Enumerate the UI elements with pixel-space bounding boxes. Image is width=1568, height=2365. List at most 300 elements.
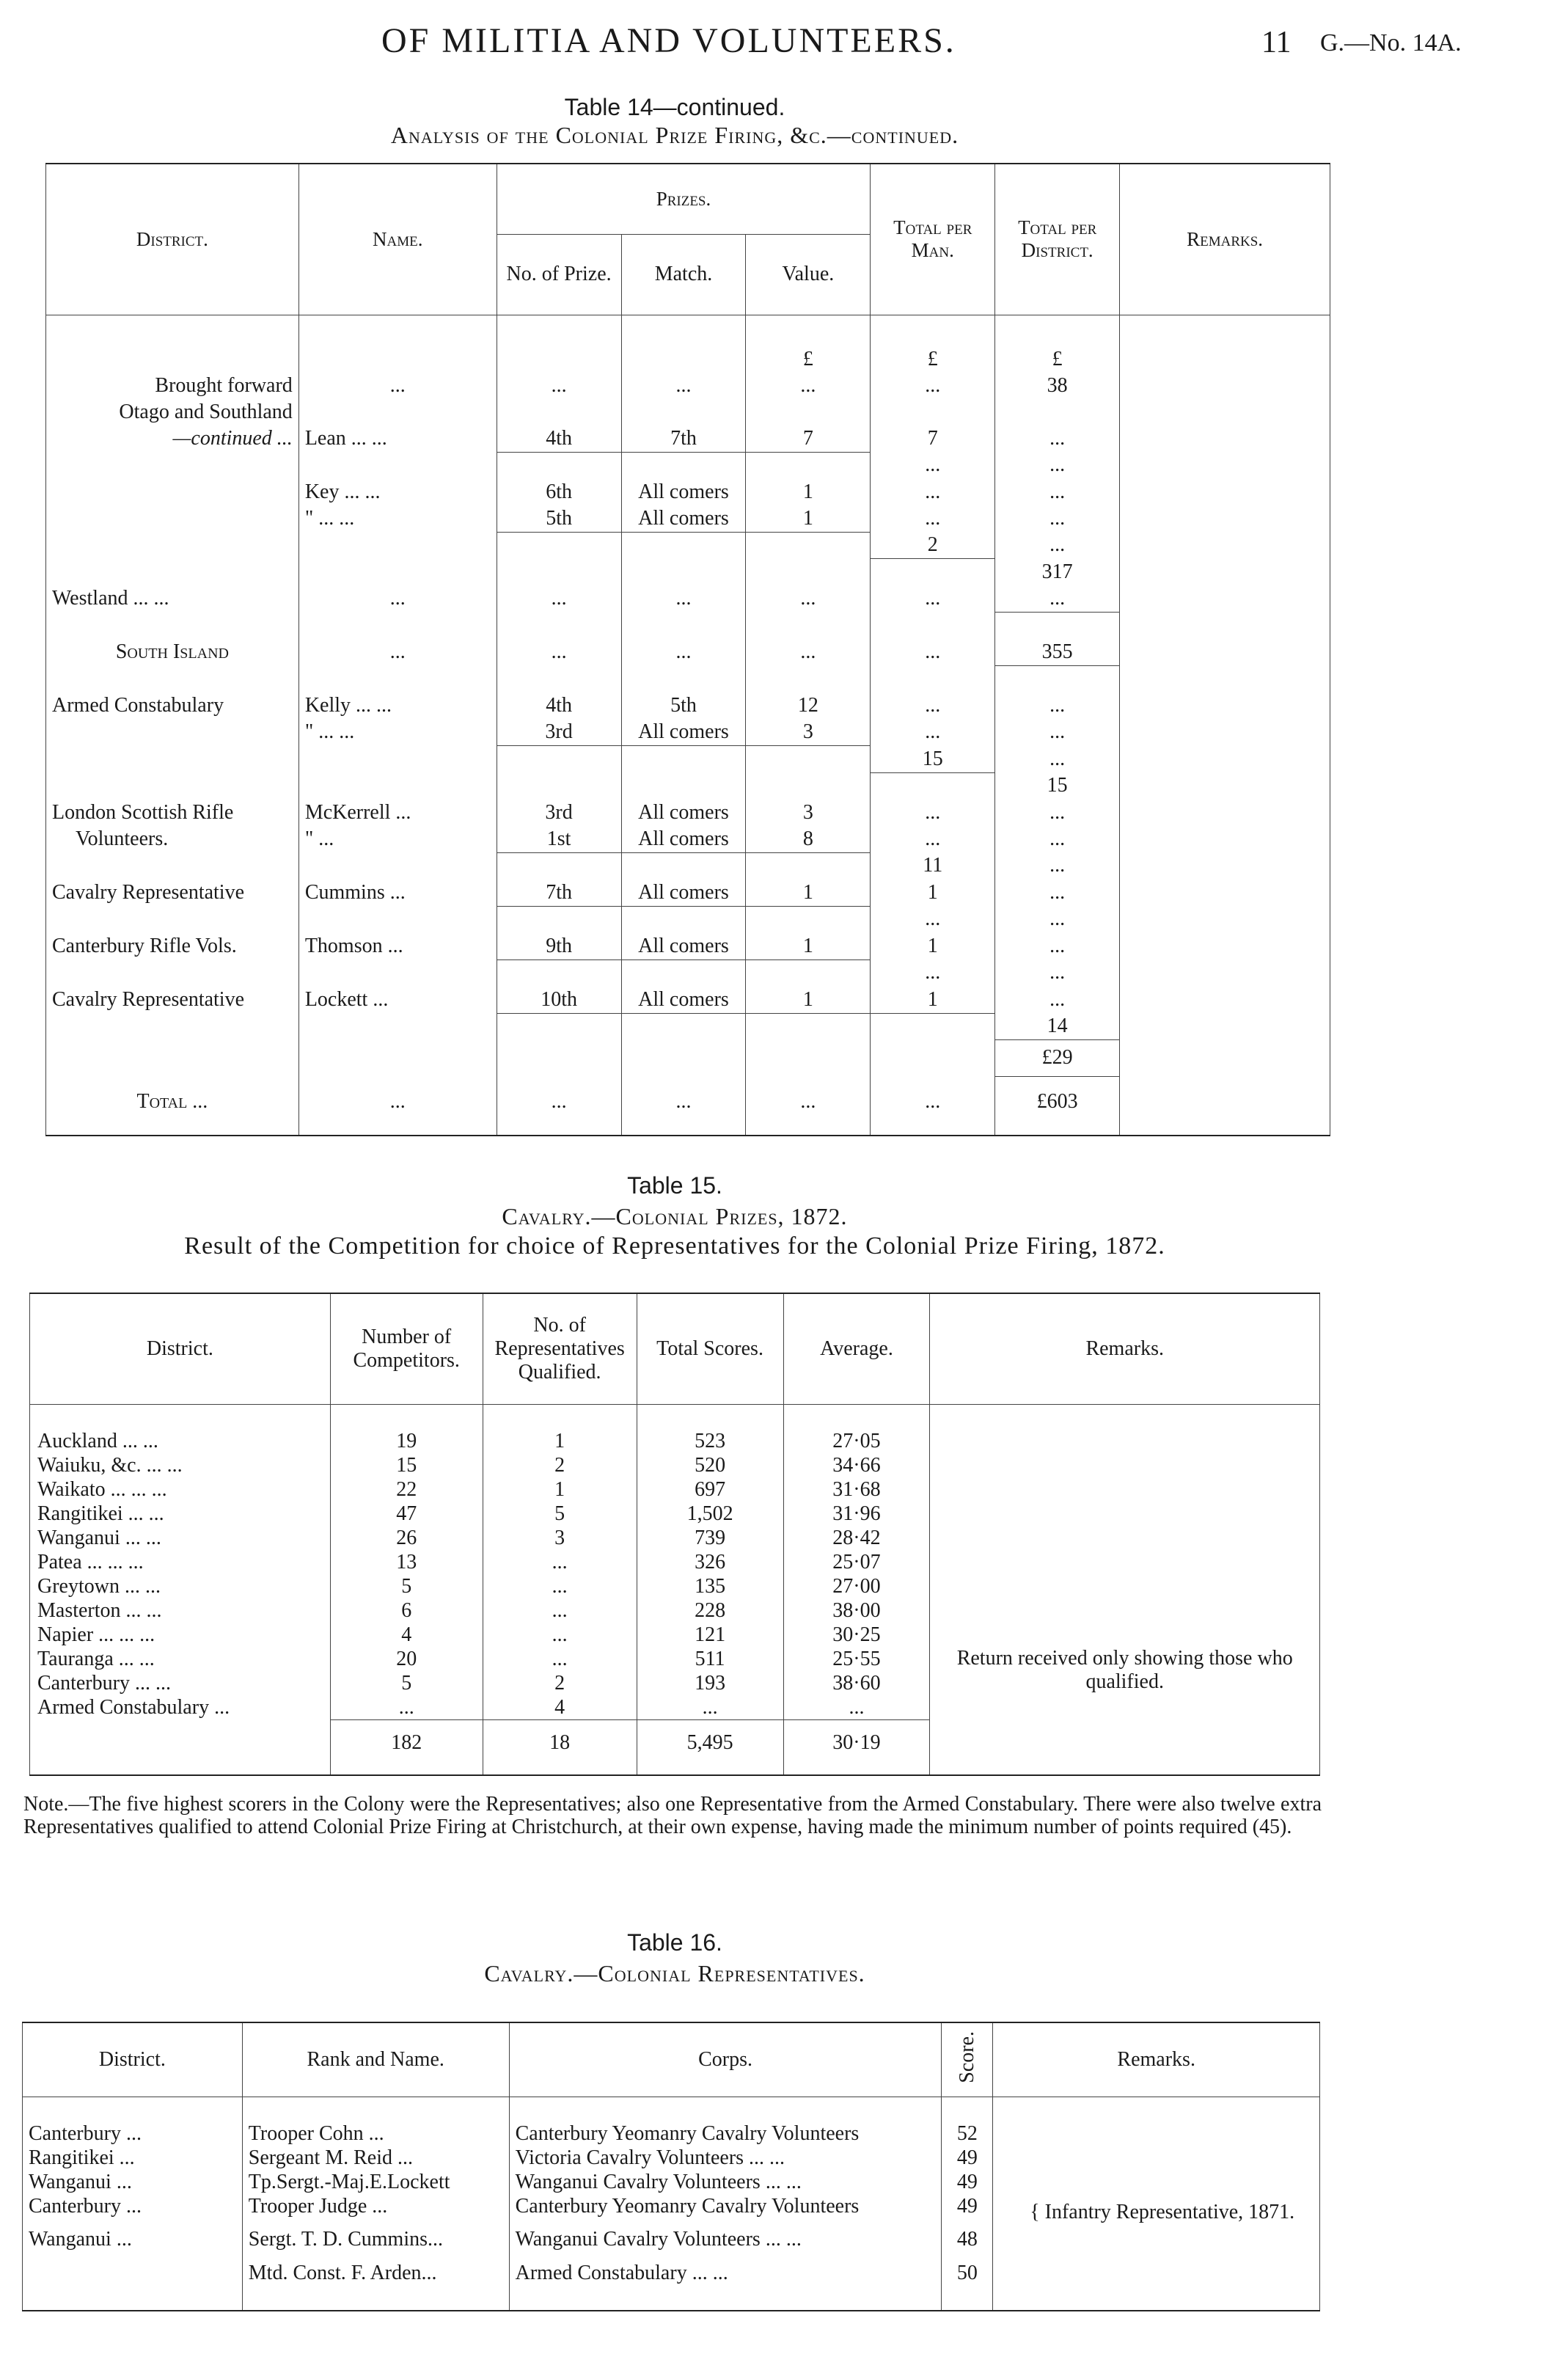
cell-name	[298, 399, 497, 425]
cell-scores: 1,502	[637, 1502, 783, 1526]
table-row	[46, 452, 1330, 479]
cell-scores: 135	[637, 1574, 783, 1598]
cell-total-district: 317	[995, 559, 1120, 586]
cell-no-prize	[497, 852, 621, 880]
cell-district: Greytown ... ...	[30, 1574, 331, 1598]
table-row	[46, 666, 1330, 693]
cell-total-district: ...	[995, 933, 1120, 960]
cell-average: 27·00	[783, 1574, 930, 1598]
cell-total-district: ...	[995, 425, 1120, 453]
cell-scores: 511	[637, 1647, 783, 1671]
cell-no-prize	[497, 346, 621, 373]
cell-total-man: ...	[871, 585, 995, 613]
cell-scores: 520	[637, 1453, 783, 1477]
cell-match: All comers	[621, 933, 746, 960]
table-row	[46, 613, 1330, 640]
cell-district: Canterbury Rifle Vols.	[46, 933, 299, 960]
t16-header-score-label: Score.	[955, 2030, 978, 2083]
cell-total-man: ...	[871, 800, 995, 826]
cell-competitors: 5	[330, 1671, 483, 1695]
cell-district	[46, 959, 299, 987]
page-title: OF MILITIA AND VOLUNTEERS.	[381, 21, 956, 60]
t14-header-total-man: Total per Man.	[871, 164, 995, 315]
cell-qualified: 1	[483, 1477, 637, 1502]
cell-total-district: ...	[995, 719, 1120, 746]
t16-caption-number: Table 16.	[627, 1929, 722, 1956]
cell-rank-name: Trooper Cohn ...	[242, 2121, 509, 2146]
cell-total-man: £	[871, 346, 995, 373]
cell-total-man: ...	[871, 959, 995, 987]
cell-no-prize: 4th	[497, 692, 621, 719]
cell-district	[46, 479, 299, 505]
cell-no-prize: 3rd	[497, 800, 621, 826]
cell-district: —continued ...	[46, 425, 299, 453]
cell-total-district	[995, 666, 1120, 693]
t15-caption-title: Cavalry.—Colonial Prizes, 1872.	[502, 1203, 848, 1229]
t15-caption-subtitle: Result of the Competition for choice of Representatives for the Colonial Prize Firing, 1872.	[184, 1232, 1165, 1260]
cell-no-prize	[497, 959, 621, 987]
cell-total-district: ...	[995, 479, 1120, 505]
cell-district	[46, 666, 299, 693]
t15-header-competitors: Number of Competitors.	[330, 1293, 483, 1405]
cell-district: Waiuku, &c. ... ...	[30, 1453, 331, 1477]
cell-remarks	[1120, 585, 1330, 613]
cell-no-prize	[497, 1013, 621, 1040]
table-row	[46, 880, 1330, 907]
cell-no-prize	[497, 452, 621, 479]
t15-header-qualified: No. of Representatives Qualified.	[483, 1293, 637, 1405]
cell-district	[46, 452, 299, 479]
cell-remarks	[1120, 639, 1330, 666]
cell-no-prize: 9th	[497, 933, 621, 960]
cell-competitors: 5	[330, 1574, 483, 1598]
cell-match: ...	[621, 373, 746, 399]
cell-match	[621, 613, 746, 640]
cell-district: Rangitikei ...	[23, 2146, 243, 2170]
cell-name	[298, 666, 497, 693]
cell-remarks	[1120, 692, 1330, 719]
cell-district: Total ...	[46, 1077, 299, 1136]
cell-district	[46, 772, 299, 800]
cell-match: All comers	[621, 800, 746, 826]
cell-no-prize: ...	[497, 585, 621, 613]
cell-value	[746, 959, 871, 987]
cell-competitors: 182	[330, 1720, 483, 1776]
table-row	[46, 959, 1330, 987]
cell-total-district: ...	[995, 505, 1120, 533]
t16-header-corps: Corps.	[509, 2022, 942, 2097]
cell-name: Lockett ...	[298, 987, 497, 1014]
cell-district: Masterton ... ...	[30, 1598, 331, 1623]
cell-match	[621, 452, 746, 479]
cell-remarks	[1120, 826, 1330, 853]
cell-match	[621, 959, 746, 987]
cell-match: All comers	[621, 505, 746, 533]
table-row	[46, 479, 1330, 505]
cell-total-man: 1	[871, 933, 995, 960]
t14-header-value: Value.	[746, 234, 871, 315]
table-row	[46, 800, 1330, 826]
cell-scores: 739	[637, 1526, 783, 1550]
cell-qualified: ...	[483, 1623, 637, 1647]
cell-name	[298, 772, 497, 800]
cell-value: 1	[746, 505, 871, 533]
cell-district: Brought forward	[46, 373, 299, 399]
cell-remarks	[1120, 880, 1330, 907]
cell-rank-name: Trooper Judge ...	[242, 2194, 509, 2218]
cell-value: 12	[746, 692, 871, 719]
cell-value: 1	[746, 933, 871, 960]
cell-average: 30·19	[783, 1720, 930, 1776]
cell-value	[746, 906, 871, 933]
cell-district: Westland ... ...	[46, 585, 299, 613]
t16-header-district: District.	[23, 2022, 243, 2097]
cell-total-man	[871, 1013, 995, 1040]
cell-value	[746, 613, 871, 640]
cell-total-man: 1	[871, 880, 995, 907]
cell-average: 25·55	[783, 1647, 930, 1671]
cell-district: Waikato ... ... ...	[30, 1477, 331, 1502]
table-row	[46, 746, 1330, 773]
cell-district	[46, 1040, 299, 1077]
table-row	[46, 559, 1330, 586]
cell-corps: Victoria Cavalry Volunteers ... ...	[509, 2146, 942, 2170]
cell-rank-name: Mtd. Const. F. Arden...	[242, 2252, 509, 2286]
cell-name	[298, 613, 497, 640]
table-row	[46, 532, 1330, 559]
cell-district	[46, 1013, 299, 1040]
cell-name: " ...	[298, 826, 497, 853]
cell-competitors: 6	[330, 1598, 483, 1623]
cell-district: Armed Constabulary ...	[30, 1695, 331, 1720]
page-header	[0, 15, 1568, 66]
cell-total-man: ...	[871, 906, 995, 933]
table-row	[46, 772, 1330, 800]
table-row	[46, 826, 1330, 853]
table-row	[46, 346, 1330, 373]
cell-value: 3	[746, 719, 871, 746]
cell-competitors: 4	[330, 1623, 483, 1647]
cell-no-prize	[497, 1040, 621, 1077]
cell-total-man	[871, 559, 995, 586]
cell-name	[298, 452, 497, 479]
cell-total-man: 7	[871, 425, 995, 453]
cell-remarks	[1120, 613, 1330, 640]
t14-caption-number: Table 14—continued.	[564, 94, 785, 120]
cell-no-prize	[497, 746, 621, 773]
cell-rank-name: Tp.Sergt.-Maj.E.Lockett	[242, 2170, 509, 2194]
cell-average: 30·25	[783, 1623, 930, 1647]
cell-total-man: 11	[871, 852, 995, 880]
cell-remarks	[1120, 906, 1330, 933]
cell-remarks	[1120, 719, 1330, 746]
cell-average: 38·00	[783, 1598, 930, 1623]
cell-match: All comers	[621, 719, 746, 746]
t14-header-district: District.	[46, 164, 299, 315]
cell-no-prize: 6th	[497, 479, 621, 505]
cell-total-man	[871, 1040, 995, 1077]
cell-name: Key ... ...	[298, 479, 497, 505]
table-row	[46, 852, 1330, 880]
cell-average: 31·96	[783, 1502, 930, 1526]
cell-competitors: 20	[330, 1647, 483, 1671]
cell-qualified: ...	[483, 1574, 637, 1598]
cell-name	[298, 346, 497, 373]
cell-match	[621, 559, 746, 586]
cell-district	[46, 559, 299, 586]
cell-no-prize: ...	[497, 1077, 621, 1136]
cell-scores: 523	[637, 1429, 783, 1453]
cell-match: ...	[621, 585, 746, 613]
cell-name	[298, 852, 497, 880]
cell-remarks	[1120, 1013, 1330, 1040]
cell-match	[621, 532, 746, 559]
cell-remarks	[1120, 987, 1330, 1014]
cell-total-district: ...	[995, 585, 1120, 613]
cell-total-district: £	[995, 346, 1120, 373]
cell-name	[298, 1013, 497, 1040]
cell-no-prize: 4th	[497, 425, 621, 453]
cell-value	[746, 1040, 871, 1077]
cell-value: ...	[746, 585, 871, 613]
cell-district	[46, 346, 299, 373]
cell-remarks	[1120, 399, 1330, 425]
table-14	[45, 163, 1330, 1136]
cell-total-man: ...	[871, 826, 995, 853]
cell-value: ...	[746, 1077, 871, 1136]
cell-qualified: 4	[483, 1695, 637, 1720]
cell-average: 28·42	[783, 1526, 930, 1550]
cell-district: London Scottish Rifle	[46, 800, 299, 826]
cell-total-man: 2	[871, 532, 995, 559]
cell-total-district: £603	[995, 1077, 1120, 1136]
cell-corps: Wanganui Cavalry Volunteers ... ...	[509, 2170, 942, 2194]
cell-match	[621, 666, 746, 693]
cell-value	[746, 399, 871, 425]
cell-total-district: ...	[995, 692, 1120, 719]
cell-remarks	[1120, 800, 1330, 826]
cell-name	[298, 906, 497, 933]
table-row	[46, 933, 1330, 960]
cell-district	[46, 746, 299, 773]
cell-average: 38·60	[783, 1671, 930, 1695]
t15-header-scores: Total Scores.	[637, 1293, 783, 1405]
cell-name: Thomson ...	[298, 933, 497, 960]
cell-value: 8	[746, 826, 871, 853]
cell-scores: 326	[637, 1550, 783, 1574]
cell-no-prize: 7th	[497, 880, 621, 907]
cell-corps: Armed Constabulary ... ...	[509, 2252, 942, 2286]
cell-total-man: 1	[871, 987, 995, 1014]
cell-remarks	[1120, 746, 1330, 773]
cell-average: 34·66	[783, 1453, 930, 1477]
cell-match	[621, 852, 746, 880]
t15-remark: Return received only showing those who qualified.	[956, 1646, 1293, 1693]
cell-value: ...	[746, 639, 871, 666]
cell-scores: ...	[637, 1695, 783, 1720]
cell-no-prize	[497, 772, 621, 800]
table-row	[46, 987, 1330, 1014]
table-row	[46, 906, 1330, 933]
cell-match: ...	[621, 639, 746, 666]
cell-no-prize: ...	[497, 373, 621, 399]
table-row	[46, 719, 1330, 746]
cell-value	[746, 772, 871, 800]
cell-name: Lean ... ...	[298, 425, 497, 453]
cell-total-man: ...	[871, 479, 995, 505]
cell-district: South Island	[46, 639, 299, 666]
cell-name: McKerrell ...	[298, 800, 497, 826]
cell-remarks	[1120, 452, 1330, 479]
table-row	[46, 639, 1330, 666]
cell-corps: Wanganui Cavalry Volunteers ... ...	[509, 2218, 942, 2252]
cell-value	[746, 1013, 871, 1040]
cell-district: Wanganui ... ...	[30, 1526, 331, 1550]
cell-score: 50	[942, 2252, 993, 2286]
cell-total-district: ...	[995, 826, 1120, 853]
table-15-note: Note.—The five highest scorers in the Colony were the Representatives; also one Representative from the Armed Constabulary. There were also twelve extra Representatives qualified to attend Colonial Prize Firing at Christchurch, at their own expense, having made the minimum number of points required (45).	[23, 1793, 1322, 1838]
cell-district	[46, 613, 299, 640]
cell-total-district: ...	[995, 987, 1120, 1014]
cell-no-prize: 1st	[497, 826, 621, 853]
cell-match: All comers	[621, 880, 746, 907]
cell-district	[46, 532, 299, 559]
table-row	[46, 505, 1330, 533]
table-row	[46, 1040, 1330, 1077]
cell-total-man	[871, 613, 995, 640]
cell-total-man: ...	[871, 452, 995, 479]
cell-qualified: ...	[483, 1598, 637, 1623]
cell-qualified: 3	[483, 1526, 637, 1550]
cell-qualified: 2	[483, 1453, 637, 1477]
cell-no-prize: ...	[497, 639, 621, 666]
cell-remarks	[1120, 852, 1330, 880]
t14-header-total-district: Total per District.	[995, 164, 1120, 315]
cell-total-district: ...	[995, 880, 1120, 907]
cell-value	[746, 559, 871, 586]
cell-remarks	[1120, 772, 1330, 800]
table-15	[29, 1293, 1320, 1776]
cell-total-district: ...	[995, 452, 1120, 479]
cell-total-man: ...	[871, 692, 995, 719]
cell-district: Wanganui ...	[23, 2170, 243, 2194]
cell-value	[746, 532, 871, 559]
cell-remarks	[1120, 505, 1330, 533]
t14-caption-title: Analysis of the Colonial Prize Firing, &c.—continued.	[390, 122, 959, 148]
cell-match	[621, 772, 746, 800]
cell-total-man	[871, 666, 995, 693]
cell-total-man: 15	[871, 746, 995, 773]
cell-match	[621, 746, 746, 773]
cell-total-district	[995, 399, 1120, 425]
cell-value: ...	[746, 373, 871, 399]
cell-total-man: ...	[871, 1077, 995, 1136]
cell-qualified: ...	[483, 1550, 637, 1574]
cell-total-district: ...	[995, 532, 1120, 559]
cell-qualified: ...	[483, 1647, 637, 1671]
cell-name	[298, 1040, 497, 1077]
t16-remark: { Infantry Representative, 1871.	[1030, 2201, 1295, 2223]
cell-no-prize	[497, 399, 621, 425]
cell-corps: Canterbury Yeomanry Cavalry Volunteers	[509, 2121, 942, 2146]
cell-average: ...	[783, 1695, 930, 1720]
cell-district: Tauranga ... ...	[30, 1647, 331, 1671]
cell-no-prize	[497, 613, 621, 640]
cell-average: 27·05	[783, 1429, 930, 1453]
cell-competitors: 26	[330, 1526, 483, 1550]
cell-competitors: 13	[330, 1550, 483, 1574]
cell-rank-name: Sergeant M. Reid ...	[242, 2146, 509, 2170]
cell-district: Wanganui ...	[23, 2218, 243, 2252]
table-16	[22, 2022, 1320, 2311]
cell-score: 49	[942, 2194, 993, 2218]
cell-score: 49	[942, 2170, 993, 2194]
table-row	[46, 425, 1330, 453]
cell-no-prize	[497, 559, 621, 586]
cell-district: Patea ... ... ...	[30, 1550, 331, 1574]
cell-remarks	[1120, 666, 1330, 693]
cell-value: 1	[746, 479, 871, 505]
cell-district	[23, 2252, 243, 2286]
cell-name	[298, 559, 497, 586]
cell-remarks	[1120, 373, 1330, 399]
cell-name: ...	[298, 585, 497, 613]
t16-header-rank-name: Rank and Name.	[242, 2022, 509, 2097]
cell-name: " ... ...	[298, 505, 497, 533]
cell-total-man: ...	[871, 373, 995, 399]
cell-competitors: ...	[330, 1695, 483, 1720]
t14-header-remarks: Remarks.	[1120, 164, 1330, 315]
cell-name: Kelly ... ...	[298, 692, 497, 719]
cell-total-district: ...	[995, 852, 1120, 880]
page-number: 11	[1261, 26, 1292, 59]
t14-header-name: Name.	[298, 164, 497, 315]
cell-total-man	[871, 399, 995, 425]
cell-remarks	[1120, 933, 1330, 960]
cell-match	[621, 1040, 746, 1077]
cell-no-prize: 5th	[497, 505, 621, 533]
cell-district: Otago and Southland	[46, 399, 299, 425]
cell-district	[46, 505, 299, 533]
cell-total-man	[871, 772, 995, 800]
cell-value: 1	[746, 987, 871, 1014]
cell-total-district: ...	[995, 746, 1120, 773]
cell-competitors: 19	[330, 1429, 483, 1453]
cell-total-district: 38	[995, 373, 1120, 399]
cell-district: Cavalry Representative	[46, 880, 299, 907]
cell-district: Rangitikei ... ...	[30, 1502, 331, 1526]
table-row	[46, 692, 1330, 719]
cell-name	[298, 532, 497, 559]
cell-score: 48	[942, 2218, 993, 2252]
cell-remarks	[1120, 479, 1330, 505]
cell-district	[46, 719, 299, 746]
cell-remarks	[1120, 346, 1330, 373]
table-row	[46, 1013, 1330, 1040]
table-row-total	[46, 1077, 1330, 1136]
cell-rank-name: Sergt. T. D. Cummins...	[242, 2218, 509, 2252]
cell-district: Volunteers.	[46, 826, 299, 853]
cell-district: Canterbury ...	[23, 2121, 243, 2146]
cell-remarks	[1120, 1077, 1330, 1136]
cell-match: All comers	[621, 479, 746, 505]
cell-district: Auckland ... ...	[30, 1429, 331, 1453]
cell-name	[298, 959, 497, 987]
cell-competitors: 15	[330, 1453, 483, 1477]
cell-name: ...	[298, 639, 497, 666]
cell-competitors: 47	[330, 1502, 483, 1526]
cell-total-district: 14	[995, 1013, 1120, 1040]
